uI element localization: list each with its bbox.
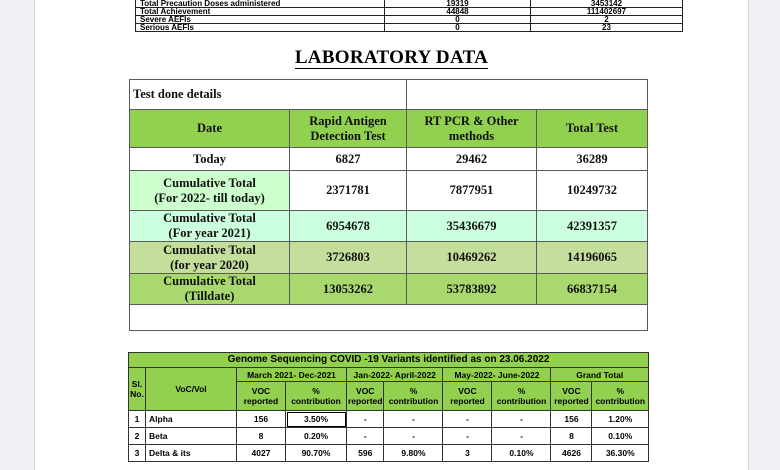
value-cell: 9.80% xyxy=(384,445,443,462)
table-row xyxy=(130,242,648,274)
value-cell: 596 xyxy=(347,445,384,462)
row-label-line1: Cumulative Total xyxy=(163,175,256,190)
total-value: 36289 xyxy=(537,148,648,171)
row-label-line1: Cumulative Total xyxy=(163,242,256,257)
row-label-line2: (Tilldate) xyxy=(184,289,235,303)
vaccination-summary-table xyxy=(135,0,683,32)
value-cell: 0.10% xyxy=(592,428,649,445)
total-value: 10249732 xyxy=(537,171,648,211)
table-row xyxy=(136,16,683,24)
total-header: Total Test xyxy=(537,110,648,148)
voc-voi-header: VoC/VoI xyxy=(146,368,237,411)
period-header: Jan-2022- April-2022 xyxy=(347,368,443,382)
today-value: 0 xyxy=(385,16,531,24)
table-row xyxy=(129,411,649,428)
laboratory-data-table xyxy=(129,79,648,331)
value-cell: 4626 xyxy=(551,445,592,462)
table-row xyxy=(129,445,649,462)
rtpcr-value: 53783892 xyxy=(407,274,537,305)
document-page xyxy=(34,0,749,470)
value-cell: 0.20% xyxy=(286,428,347,445)
laboratory-data-heading: LABORATORY DATA xyxy=(294,47,489,68)
rat-value: 6954678 xyxy=(290,211,407,242)
row-label-line2: (For 2022- till today) xyxy=(154,190,265,205)
rat-value: 3726803 xyxy=(290,242,407,274)
rat-header: Rapid Antigen Detection Test xyxy=(290,110,407,148)
genome-title-row xyxy=(129,353,649,368)
variant-name: Beta xyxy=(146,428,237,445)
value-cell: 90.70% xyxy=(286,445,347,462)
table-caption-row xyxy=(130,80,648,110)
table-row xyxy=(129,428,649,445)
value-cell: 36.30% xyxy=(592,445,649,462)
value-cell: - xyxy=(443,428,492,445)
rtpcr-value: 35436679 xyxy=(407,211,537,242)
date-header: Date xyxy=(130,110,290,148)
page-title xyxy=(35,47,748,69)
pct-contribution-header: % contribution xyxy=(286,382,347,411)
value-cell: 156 xyxy=(551,411,592,428)
rtpcr-header: RT PCR & Other methods xyxy=(407,110,537,148)
rat-value: 13053262 xyxy=(290,274,407,305)
cumulative-value: 23 xyxy=(531,24,683,32)
value-cell: 8 xyxy=(551,428,592,445)
period-header: May-2022- June-2022 xyxy=(443,368,551,382)
genome-title: Genome Sequencing COVID -19 Variants identified as on 23.06.2022 xyxy=(129,353,649,368)
cumulative-value: 111402697 xyxy=(531,8,683,16)
value-cell: - xyxy=(384,411,443,428)
genome-sequencing-table xyxy=(128,352,649,462)
variant-name: Alpha xyxy=(146,411,237,428)
cumulative-value: 2 xyxy=(531,16,683,24)
header-row xyxy=(130,110,648,148)
row-label xyxy=(130,242,290,274)
sl-cell: 3 xyxy=(129,445,146,462)
today-value: 19319 xyxy=(385,0,531,8)
table-row xyxy=(136,8,683,16)
row-label-line1: Cumulative Total xyxy=(163,274,256,288)
value-cell: - xyxy=(347,411,384,428)
table-row xyxy=(130,211,648,242)
value-cell: - xyxy=(443,411,492,428)
row-label: Today xyxy=(130,148,290,171)
value-cell: 8 xyxy=(237,428,286,445)
value-cell: 156 xyxy=(237,411,286,428)
pct-contribution-header: % contribution xyxy=(492,382,551,411)
table-row xyxy=(130,148,648,171)
voc-reported-header: VOC reported xyxy=(551,382,592,411)
sl-cell: 2 xyxy=(129,428,146,445)
rtpcr-value: 7877951 xyxy=(407,171,537,211)
period-header: Grand Total xyxy=(551,368,649,382)
total-value: 66837154 xyxy=(537,274,648,305)
voc-reported-header: VOC reported xyxy=(347,382,384,411)
rtpcr-value: 29462 xyxy=(407,148,537,171)
rtpcr-value: 10469262 xyxy=(407,242,537,274)
value-cell: 1.20% xyxy=(592,411,649,428)
blank-cell xyxy=(130,305,648,331)
pct-contribution-header: % contribution xyxy=(384,382,443,411)
value-cell: 4027 xyxy=(237,445,286,462)
rat-value: 2371781 xyxy=(290,171,407,211)
test-done-caption: Test done details xyxy=(130,80,407,110)
value-cell: - xyxy=(384,428,443,445)
total-value: 42391357 xyxy=(537,211,648,242)
value-cell: 3 xyxy=(443,445,492,462)
row-label-line1: Cumulative Total xyxy=(163,211,256,225)
value-cell: - xyxy=(347,428,384,445)
row-label: Serious AEFIs xyxy=(136,24,385,32)
rat-value: 6827 xyxy=(290,148,407,171)
voc-reported-header: VOC reported xyxy=(443,382,492,411)
period-header: March 2021- Dec-2021 xyxy=(237,368,347,382)
table-row xyxy=(136,24,683,32)
table-row xyxy=(130,274,648,305)
row-label-line2: (for year 2020) xyxy=(170,257,249,272)
sl-no-header: Sl. No. xyxy=(129,368,146,411)
period-header-row xyxy=(129,368,649,382)
row-label: Total Precaution Doses administered xyxy=(136,0,385,8)
row-label xyxy=(130,211,290,242)
value-cell: - xyxy=(492,411,551,428)
table-row xyxy=(130,171,648,211)
voc-reported-header: VOC reported xyxy=(237,382,286,411)
today-value: 0 xyxy=(385,24,531,32)
value-cell: 0.10% xyxy=(492,445,551,462)
row-label xyxy=(130,171,290,211)
blank-cell xyxy=(537,80,648,110)
variant-name: Delta & its xyxy=(146,445,237,462)
row-label: Severe AEFIs xyxy=(136,16,385,24)
row-label xyxy=(130,274,290,305)
row-label: Total Achievement xyxy=(136,8,385,16)
pct-contribution-header: % contribution xyxy=(592,382,649,411)
today-value: 44848 xyxy=(385,8,531,16)
total-value: 14196065 xyxy=(537,242,648,274)
blank-cell xyxy=(407,80,537,110)
cumulative-value: 3453142 xyxy=(531,0,683,8)
row-label-line2: (For year 2021) xyxy=(168,226,251,240)
sl-cell: 1 xyxy=(129,411,146,428)
value-cell: 3.50% xyxy=(286,411,347,428)
table-footer-row xyxy=(130,305,648,331)
value-cell: - xyxy=(492,428,551,445)
